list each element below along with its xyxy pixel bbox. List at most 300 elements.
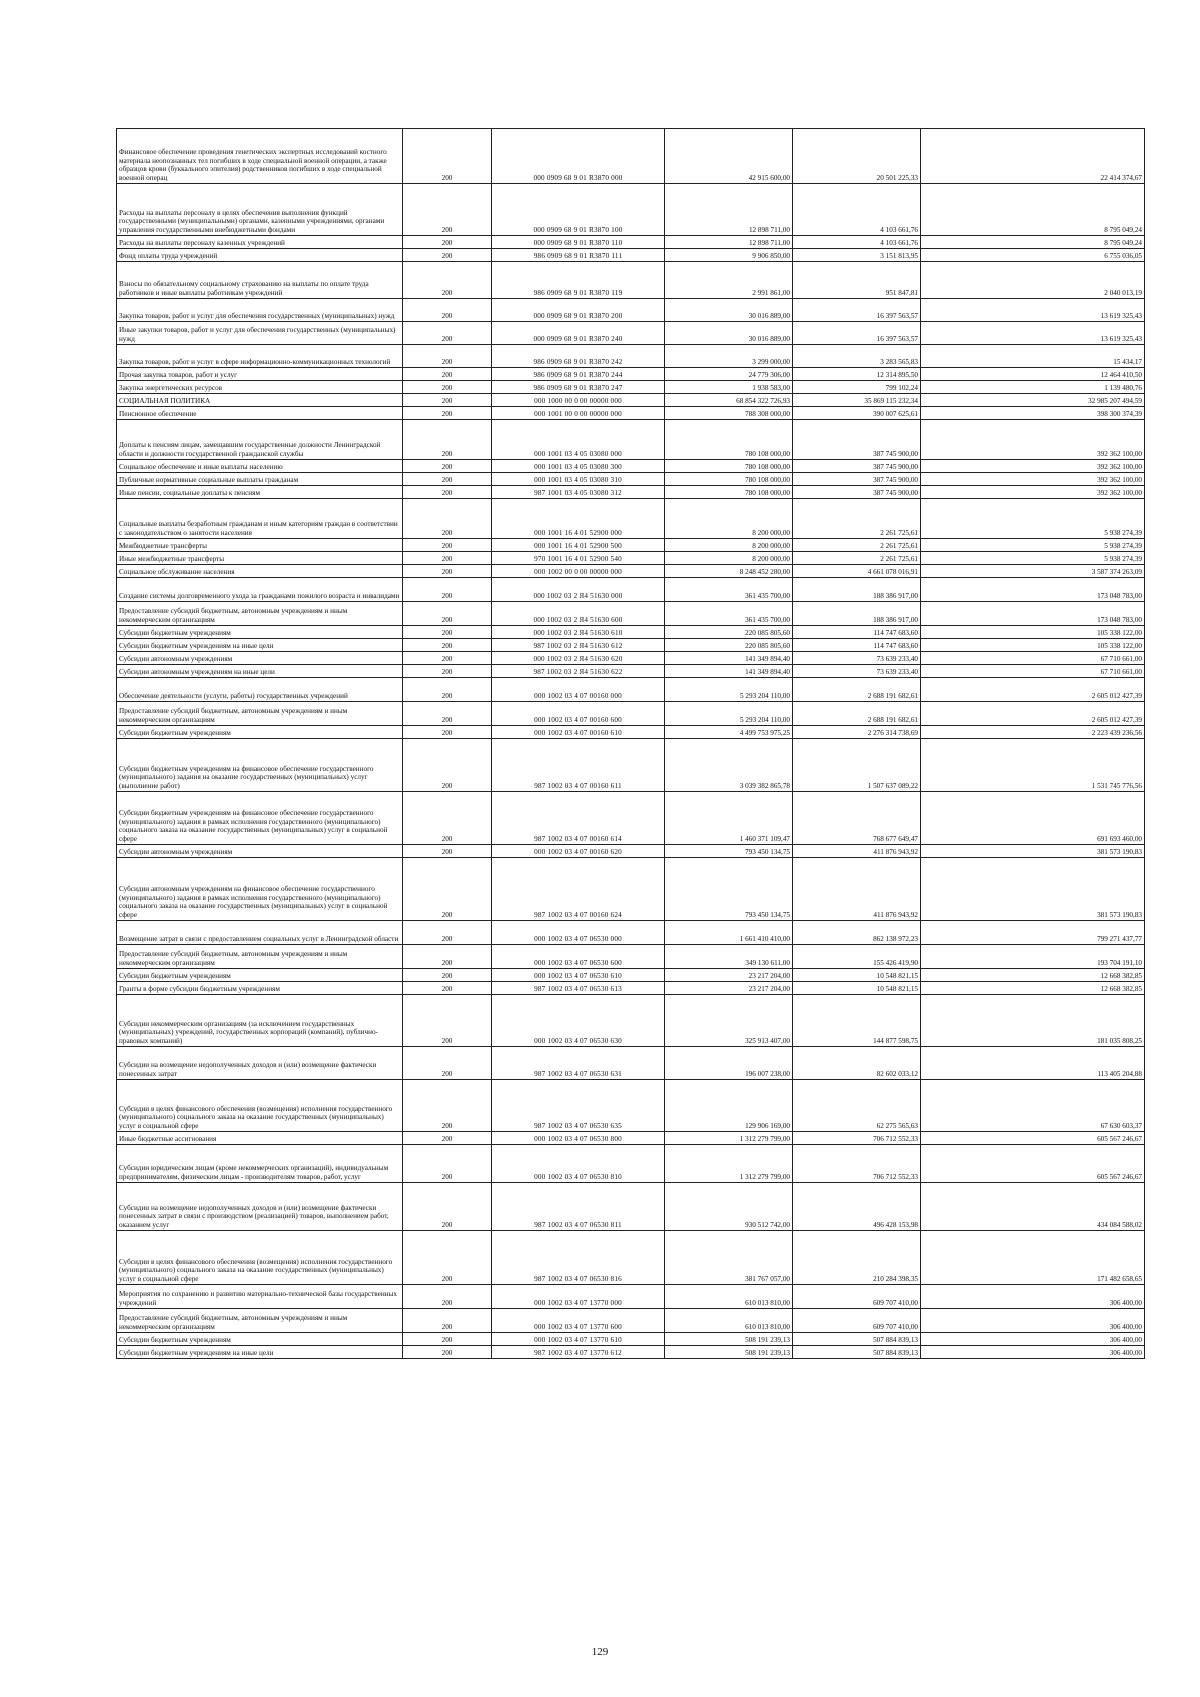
table-row [117,665,1145,678]
cell-name: Обеспечение деятельности (услуги, работы) государственных учреждений [117,678,403,702]
cell-name: СОЦИАЛЬНАЯ ПОЛИТИКА [117,394,403,407]
cell-code: 200 [403,345,492,368]
cell-executed: 387 745 900,00 [793,460,921,473]
cell-unexecuted: 381 573 190,83 [921,845,1145,858]
table-row [117,969,1145,982]
table-row [117,129,1145,184]
cell-kbk: 000 1002 03 4 07 06530 600 [492,945,665,969]
cell-approved: 1 661 410 410,00 [665,921,793,945]
cell-approved: 5 293 204 110,00 [665,678,793,702]
table-row [117,345,1145,368]
cell-unexecuted: 5 938 274,39 [921,552,1145,565]
cell-approved: 508 191 239,13 [665,1333,793,1346]
cell-code: 200 [403,129,492,184]
cell-kbk: 000 1002 00 0 00 00000 000 [492,565,665,578]
cell-approved: 30 016 889,00 [665,322,793,345]
cell-name: Предоставление субсидий бюджетным, автономным учреждениям и иным некоммерческим организациям [117,602,403,626]
cell-unexecuted: 691 693 460,00 [921,792,1145,845]
cell-executed: 2 261 725,61 [793,552,921,565]
cell-kbk: 000 1002 03 2 Я4 51630 620 [492,652,665,665]
cell-approved: 780 108 000,00 [665,473,793,486]
table-row [117,1047,1145,1080]
cell-approved: 141 349 894,40 [665,652,793,665]
cell-name: Субсидии некоммерческим организациям (за исключением государственных (муниципальных) учреждений, государственных корпораций (компаний), публично-правовых компаний) [117,995,403,1047]
cell-approved: 361 435 700,00 [665,602,793,626]
cell-executed: 951 847,81 [793,262,921,299]
cell-name: Расходы на выплаты персоналу в целях обеспечения выполнения функций государственными (муниципальными) органами, казенными учреждениями, органами управления государственными внебюджетными фондами [117,184,403,236]
cell-code: 200 [403,739,492,792]
cell-approved: 1 312 279 799,00 [665,1145,793,1183]
cell-approved: 930 512 742,00 [665,1183,793,1231]
cell-executed: 73 639 233,40 [793,652,921,665]
cell-name: Субсидии бюджетным учреждениям на иные цели [117,639,403,652]
cell-kbk: 000 1002 03 4 07 13770 000 [492,1285,665,1309]
cell-code: 200 [403,639,492,652]
cell-executed: 706 712 552,33 [793,1132,921,1145]
cell-kbk: 000 1002 03 4 07 06530 000 [492,921,665,945]
cell-kbk: 000 1002 03 2 Я4 51630 610 [492,626,665,639]
cell-approved: 780 108 000,00 [665,460,793,473]
cell-code: 200 [403,995,492,1047]
cell-name: Субсидии автономным учреждениям на финансовое обеспечение государственного (муниципального) задания в рамках исполнения государственного (муниципального) социального заказа на оказание государственных (муниципальных) услуг в социальной сфере [117,858,403,921]
cell-executed: 2 261 725,61 [793,539,921,552]
cell-unexecuted: 392 362 100,00 [921,420,1145,460]
cell-kbk: 987 1002 03 4 07 00160 614 [492,792,665,845]
cell-executed: 4 103 661,76 [793,184,921,236]
cell-name: Иные межбюджетные трансферты [117,552,403,565]
cell-name: Создание системы долговременного ухода за гражданами пожилого возраста и инвалидами [117,578,403,602]
cell-name: Социальное обеспечение и иные выплаты населению [117,460,403,473]
cell-code: 200 [403,184,492,236]
cell-approved: 3 299 000,00 [665,345,793,368]
cell-executed: 799 102,24 [793,381,921,394]
cell-approved: 780 108 000,00 [665,420,793,460]
table-row [117,381,1145,394]
cell-approved: 8 200 000,00 [665,539,793,552]
cell-name: Субсидии бюджетным учреждениям [117,969,403,982]
cell-approved: 793 450 134,75 [665,858,793,921]
cell-approved: 4 499 753 975,25 [665,726,793,739]
cell-unexecuted: 12 668 382,85 [921,969,1145,982]
cell-approved: 129 906 169,00 [665,1080,793,1132]
table-row [117,1183,1145,1231]
cell-name: Субсидии в целях финансового обеспечения (возмещения) исполнения государственного (муниципального) социального заказа на оказание государственных (муниципальных) услуг в социальной сфере [117,1080,403,1132]
table-row [117,792,1145,845]
cell-code: 200 [403,368,492,381]
cell-name: Социальные выплаты безработным гражданам и иным категориям граждан в соответствии с законодательством о занятости населения [117,499,403,539]
cell-unexecuted: 13 619 325,43 [921,299,1145,322]
table-row [117,921,1145,945]
cell-executed: 390 007 625,61 [793,407,921,420]
cell-unexecuted: 2 223 439 236,56 [921,726,1145,739]
cell-kbk: 000 1002 03 4 07 00160 610 [492,726,665,739]
cell-kbk: 987 1002 03 4 07 00160 611 [492,739,665,792]
table-row [117,394,1145,407]
cell-approved: 2 991 861,00 [665,262,793,299]
cell-code: 200 [403,792,492,845]
cell-unexecuted: 12 464 410,50 [921,368,1145,381]
cell-approved: 141 349 894,40 [665,665,793,678]
cell-approved: 610 013 810,00 [665,1309,793,1333]
cell-code: 200 [403,702,492,726]
table-row [117,702,1145,726]
table-row [117,368,1145,381]
cell-kbk: 000 1002 03 4 07 06530 800 [492,1132,665,1145]
table-row [117,420,1145,460]
cell-code: 200 [403,665,492,678]
cell-kbk: 000 1001 03 4 05 03080 000 [492,420,665,460]
cell-code: 200 [403,1183,492,1231]
cell-executed: 114 747 683,60 [793,639,921,652]
cell-executed: 10 548 821,15 [793,982,921,995]
page-number: 129 [591,1646,609,1658]
cell-code: 200 [403,249,492,262]
cell-kbk: 986 0909 68 9 01 R3870 247 [492,381,665,394]
cell-code: 200 [403,652,492,665]
cell-executed: 155 426 419,90 [793,945,921,969]
cell-kbk: 987 1002 03 4 07 00160 624 [492,858,665,921]
cell-approved: 12 898 711,00 [665,236,793,249]
table-row [117,739,1145,792]
cell-executed: 609 707 410,00 [793,1309,921,1333]
cell-unexecuted: 392 362 100,00 [921,486,1145,499]
cell-unexecuted: 113 405 204,88 [921,1047,1145,1080]
cell-executed: 3 283 565,83 [793,345,921,368]
cell-kbk: 986 0909 68 9 01 R3870 111 [492,249,665,262]
cell-code: 200 [403,921,492,945]
table-row [117,1132,1145,1145]
cell-name: Субсидии бюджетным учреждениям [117,1333,403,1346]
cell-approved: 30 016 889,00 [665,299,793,322]
cell-unexecuted: 1 139 480,76 [921,381,1145,394]
table-body [117,129,1145,1359]
cell-code: 200 [403,726,492,739]
table-row [117,982,1145,995]
cell-name: Субсидии на возмещение недополученных доходов и (или) возмещение фактически понесенных затрат в связи с производством (реализацией) товаров, выполнением работ, оказанием услуг [117,1183,403,1231]
table-row [117,539,1145,552]
cell-executed: 2 261 725,61 [793,499,921,539]
cell-executed: 114 747 683,60 [793,626,921,639]
cell-kbk: 000 1002 03 4 07 06530 630 [492,995,665,1047]
cell-code: 200 [403,1132,492,1145]
cell-unexecuted: 2 040 013,19 [921,262,1145,299]
cell-code: 200 [403,1145,492,1183]
cell-code: 200 [403,381,492,394]
table-row [117,473,1145,486]
cell-kbk: 000 1002 03 4 07 06530 610 [492,969,665,982]
cell-name: Субсидии автономным учреждениям [117,845,403,858]
cell-executed: 507 884 839,13 [793,1346,921,1359]
cell-approved: 3 039 382 865,78 [665,739,793,792]
cell-kbk: 987 1002 03 4 07 06530 635 [492,1080,665,1132]
cell-approved: 349 130 611,00 [665,945,793,969]
cell-unexecuted: 434 084 588,02 [921,1183,1145,1231]
cell-name: Иные пенсии, социальные доплаты к пенсиям [117,486,403,499]
cell-executed: 144 877 598,75 [793,995,921,1047]
cell-name: Закупка товаров, работ и услуг в сфере информационно-коммуникационных технологий [117,345,403,368]
cell-unexecuted: 398 300 374,39 [921,407,1145,420]
cell-name: Расходы на выплаты персоналу казенных учреждений [117,236,403,249]
cell-unexecuted: 8 795 049,24 [921,236,1145,249]
cell-kbk: 000 1002 03 4 07 06530 810 [492,1145,665,1183]
cell-executed: 73 639 233,40 [793,665,921,678]
cell-name: Прочая закупка товаров, работ и услуг [117,368,403,381]
table-row [117,639,1145,652]
cell-executed: 706 712 552,33 [793,1145,921,1183]
cell-unexecuted: 605 567 246,67 [921,1132,1145,1145]
cell-unexecuted: 381 573 190,83 [921,858,1145,921]
cell-executed: 387 745 900,00 [793,420,921,460]
cell-executed: 10 548 821,15 [793,969,921,982]
cell-name: Предоставление субсидий бюджетным, автономным учреждениям и иным некоммерческим организациям [117,702,403,726]
cell-approved: 68 854 322 726,93 [665,394,793,407]
cell-kbk: 000 1001 03 4 05 03080 300 [492,460,665,473]
cell-unexecuted: 105 338 122,00 [921,639,1145,652]
table-row [117,262,1145,299]
cell-approved: 325 913 407,00 [665,995,793,1047]
cell-kbk: 986 0909 68 9 01 R3870 119 [492,262,665,299]
cell-unexecuted: 12 668 382,85 [921,982,1145,995]
cell-kbk: 970 1001 16 4 01 52900 540 [492,552,665,565]
table-row [117,602,1145,626]
cell-unexecuted: 32 985 207 494,59 [921,394,1145,407]
cell-executed: 387 745 900,00 [793,486,921,499]
cell-name: Иные бюджетные ассигнования [117,1132,403,1145]
cell-executed: 20 501 225,33 [793,129,921,184]
cell-approved: 8 200 000,00 [665,499,793,539]
table-row [117,945,1145,969]
cell-unexecuted: 306 400,00 [921,1309,1145,1333]
cell-code: 200 [403,1080,492,1132]
cell-approved: 5 293 204 110,00 [665,702,793,726]
table-row [117,1145,1145,1183]
cell-unexecuted: 799 271 437,77 [921,921,1145,945]
table-row [117,1309,1145,1333]
cell-name: Социальное обслуживание населения [117,565,403,578]
cell-code: 200 [403,262,492,299]
cell-executed: 507 884 839,13 [793,1333,921,1346]
cell-executed: 1 507 637 089,22 [793,739,921,792]
cell-name: Закупка энергетических ресурсов [117,381,403,394]
cell-approved: 788 308 000,00 [665,407,793,420]
cell-executed: 2 688 191 682,61 [793,702,921,726]
cell-approved: 23 217 204,00 [665,982,793,995]
cell-executed: 62 275 565,63 [793,1080,921,1132]
cell-code: 200 [403,420,492,460]
cell-executed: 82 602 033,12 [793,1047,921,1080]
budget-execution-table [116,128,1145,1359]
cell-unexecuted: 8 795 049,24 [921,184,1145,236]
cell-approved: 23 217 204,00 [665,969,793,982]
cell-unexecuted: 193 704 191,10 [921,945,1145,969]
cell-code: 200 [403,602,492,626]
cell-name: Закупка товаров, работ и услуг для обеспечения государственных (муниципальных) нужд [117,299,403,322]
cell-unexecuted: 5 938 274,39 [921,499,1145,539]
cell-executed: 3 151 813,95 [793,249,921,262]
cell-approved: 196 007 238,00 [665,1047,793,1080]
cell-name: Межбюджетные трансферты [117,539,403,552]
cell-executed: 2 276 314 738,69 [793,726,921,739]
cell-code: 200 [403,969,492,982]
cell-code: 200 [403,460,492,473]
cell-executed: 4 103 661,76 [793,236,921,249]
table-row [117,460,1145,473]
cell-executed: 609 707 410,00 [793,1285,921,1309]
cell-kbk: 986 0909 68 9 01 R3870 244 [492,368,665,381]
cell-unexecuted: 392 362 100,00 [921,473,1145,486]
cell-kbk: 000 1001 16 4 01 52900 000 [492,499,665,539]
cell-approved: 42 915 600,00 [665,129,793,184]
cell-approved: 381 767 057,00 [665,1231,793,1285]
cell-name: Субсидии бюджетным учреждениям [117,726,403,739]
cell-approved: 1 312 279 799,00 [665,1132,793,1145]
cell-name: Возмещение затрат в связи с предоставлением социальных услуг в Ленинградской области [117,921,403,945]
cell-name: Субсидии бюджетным учреждениям [117,626,403,639]
cell-kbk: 000 0909 68 9 01 R3870 100 [492,184,665,236]
cell-unexecuted: 2 605 012 427,39 [921,702,1145,726]
cell-kbk: 987 1002 03 2 Я4 51630 622 [492,665,665,678]
cell-kbk: 000 1002 03 4 07 00160 000 [492,678,665,702]
cell-code: 200 [403,845,492,858]
cell-unexecuted: 171 482 658,65 [921,1231,1145,1285]
cell-executed: 862 138 972,23 [793,921,921,945]
cell-kbk: 987 1002 03 4 07 06530 811 [492,1183,665,1231]
table-row [117,995,1145,1047]
cell-code: 200 [403,1309,492,1333]
cell-name: Иные закупки товаров, работ и услуг для обеспечения государственных (муниципальных) нужд [117,322,403,345]
cell-kbk: 000 0909 68 9 01 R3870 110 [492,236,665,249]
cell-approved: 1 460 371 109,47 [665,792,793,845]
cell-name: Субсидии на возмещение недополученных доходов и (или) возмещение фактически понесенных затрат [117,1047,403,1080]
table-row [117,1333,1145,1346]
cell-unexecuted: 306 400,00 [921,1333,1145,1346]
cell-kbk: 000 1001 16 4 01 52900 500 [492,539,665,552]
cell-name: Доплаты к пенсиям лицам, замещавшим государственные должности Ленинградской области и должности государственной гражданской службы [117,420,403,460]
table-row [117,578,1145,602]
cell-code: 200 [403,678,492,702]
table-row [117,407,1145,420]
cell-kbk: 000 1002 03 4 07 13770 600 [492,1309,665,1333]
table-row [117,499,1145,539]
cell-kbk: 986 0909 68 9 01 R3870 242 [492,345,665,368]
cell-approved: 793 450 134,75 [665,845,793,858]
cell-kbk: 000 0909 68 9 01 R3870 200 [492,299,665,322]
table-row [117,184,1145,236]
table-row [117,565,1145,578]
cell-name: Предоставление субсидий бюджетным, автономным учреждениям и иным некоммерческим организациям [117,945,403,969]
table-row [117,726,1145,739]
table-row [117,236,1145,249]
cell-approved: 361 435 700,00 [665,578,793,602]
cell-name: Взносы по обязательному социальному страхованию на выплаты по оплате труда работников и иные выплаты работникам учреждений [117,262,403,299]
cell-unexecuted: 173 048 783,00 [921,602,1145,626]
table-row [117,486,1145,499]
cell-kbk: 987 1002 03 2 Я4 51630 612 [492,639,665,652]
table-row [117,299,1145,322]
cell-code: 200 [403,499,492,539]
cell-code: 200 [403,322,492,345]
cell-code: 200 [403,1231,492,1285]
cell-code: 200 [403,1346,492,1359]
cell-executed: 496 428 153,98 [793,1183,921,1231]
cell-unexecuted: 67 710 661,00 [921,665,1145,678]
cell-unexecuted: 605 567 246,67 [921,1145,1145,1183]
table-row [117,1231,1145,1285]
cell-name: Субсидии бюджетным учреждениям на финансовое обеспечение государственного (муниципального) задания в рамках исполнения государственного (муниципального) социального заказа на оказание государственных (муниципальных) услуг в социальной сфере [117,792,403,845]
cell-name: Публичные нормативные социальные выплаты гражданам [117,473,403,486]
cell-executed: 188 386 917,00 [793,578,921,602]
cell-approved: 8 200 000,00 [665,552,793,565]
cell-kbk: 000 0909 68 9 01 R3870 000 [492,129,665,184]
cell-approved: 1 938 583,00 [665,381,793,394]
cell-name: Субсидии в целях финансового обеспечения (возмещения) исполнения государственного (муниципального) социального заказа на оказание государственных (муниципальных) услуг в социальной сфере [117,1231,403,1285]
cell-unexecuted: 22 414 374,67 [921,129,1145,184]
cell-kbk: 987 1002 03 4 07 06530 631 [492,1047,665,1080]
table-row [117,678,1145,702]
cell-kbk: 000 1001 03 4 05 03080 310 [492,473,665,486]
cell-unexecuted: 6 755 036,05 [921,249,1145,262]
table-row [117,1080,1145,1132]
cell-unexecuted: 2 605 012 427,39 [921,678,1145,702]
cell-code: 200 [403,473,492,486]
cell-name: Субсидии автономным учреждениям на иные цели [117,665,403,678]
cell-name: Субсидии бюджетным учреждениям на финансовое обеспечение государственного (муниципального) задания на оказание государственных (муниципальных) услуг (выполнение работ) [117,739,403,792]
cell-code: 200 [403,945,492,969]
cell-unexecuted: 392 362 100,00 [921,460,1145,473]
cell-kbk: 000 1002 03 4 07 00160 600 [492,702,665,726]
cell-name: Пенсионное обеспечение [117,407,403,420]
cell-approved: 220 085 805,60 [665,639,793,652]
cell-name: Мероприятия по сохранению и развитию материально-технической базы государственных учреждений [117,1285,403,1309]
cell-executed: 411 876 943,92 [793,845,921,858]
cell-name: Гранты в форме субсидии бюджетным учреждениям [117,982,403,995]
cell-unexecuted: 173 048 783,00 [921,578,1145,602]
cell-executed: 188 386 917,00 [793,602,921,626]
cell-code: 200 [403,552,492,565]
cell-code: 200 [403,407,492,420]
table-row [117,1285,1145,1309]
table-row [117,249,1145,262]
cell-kbk: 000 0909 68 9 01 R3870 240 [492,322,665,345]
cell-code: 200 [403,565,492,578]
cell-unexecuted: 67 630 603,37 [921,1080,1145,1132]
cell-executed: 411 876 943,92 [793,858,921,921]
cell-code: 200 [403,578,492,602]
cell-executed: 2 688 191 682,61 [793,678,921,702]
cell-kbk: 987 1002 03 4 07 06530 613 [492,982,665,995]
cell-unexecuted: 306 400,00 [921,1285,1145,1309]
cell-kbk: 000 1002 03 4 07 13770 610 [492,1333,665,1346]
cell-code: 200 [403,1047,492,1080]
cell-executed: 210 284 398,35 [793,1231,921,1285]
cell-approved: 8 248 452 280,00 [665,565,793,578]
cell-code: 200 [403,982,492,995]
cell-approved: 220 085 805,60 [665,626,793,639]
cell-approved: 780 108 000,00 [665,486,793,499]
cell-kbk: 000 1002 03 4 07 00160 620 [492,845,665,858]
cell-executed: 768 677 649,47 [793,792,921,845]
cell-unexecuted: 3 587 374 263,09 [921,565,1145,578]
cell-name: Финансовое обеспечение проведения генетических экспертных исследований костного материала неопознанных тел погибших в ходе специальной военной операции, а также образцов крови (буккального эпителия) родственников погибших в ходе специальной военной операц [117,129,403,184]
table-row [117,1346,1145,1359]
cell-code: 200 [403,539,492,552]
cell-name: Фонд оплаты труда учреждений [117,249,403,262]
cell-unexecuted: 13 619 325,43 [921,322,1145,345]
cell-code: 200 [403,858,492,921]
table-row [117,858,1145,921]
cell-unexecuted: 15 434,17 [921,345,1145,368]
cell-code: 200 [403,1285,492,1309]
